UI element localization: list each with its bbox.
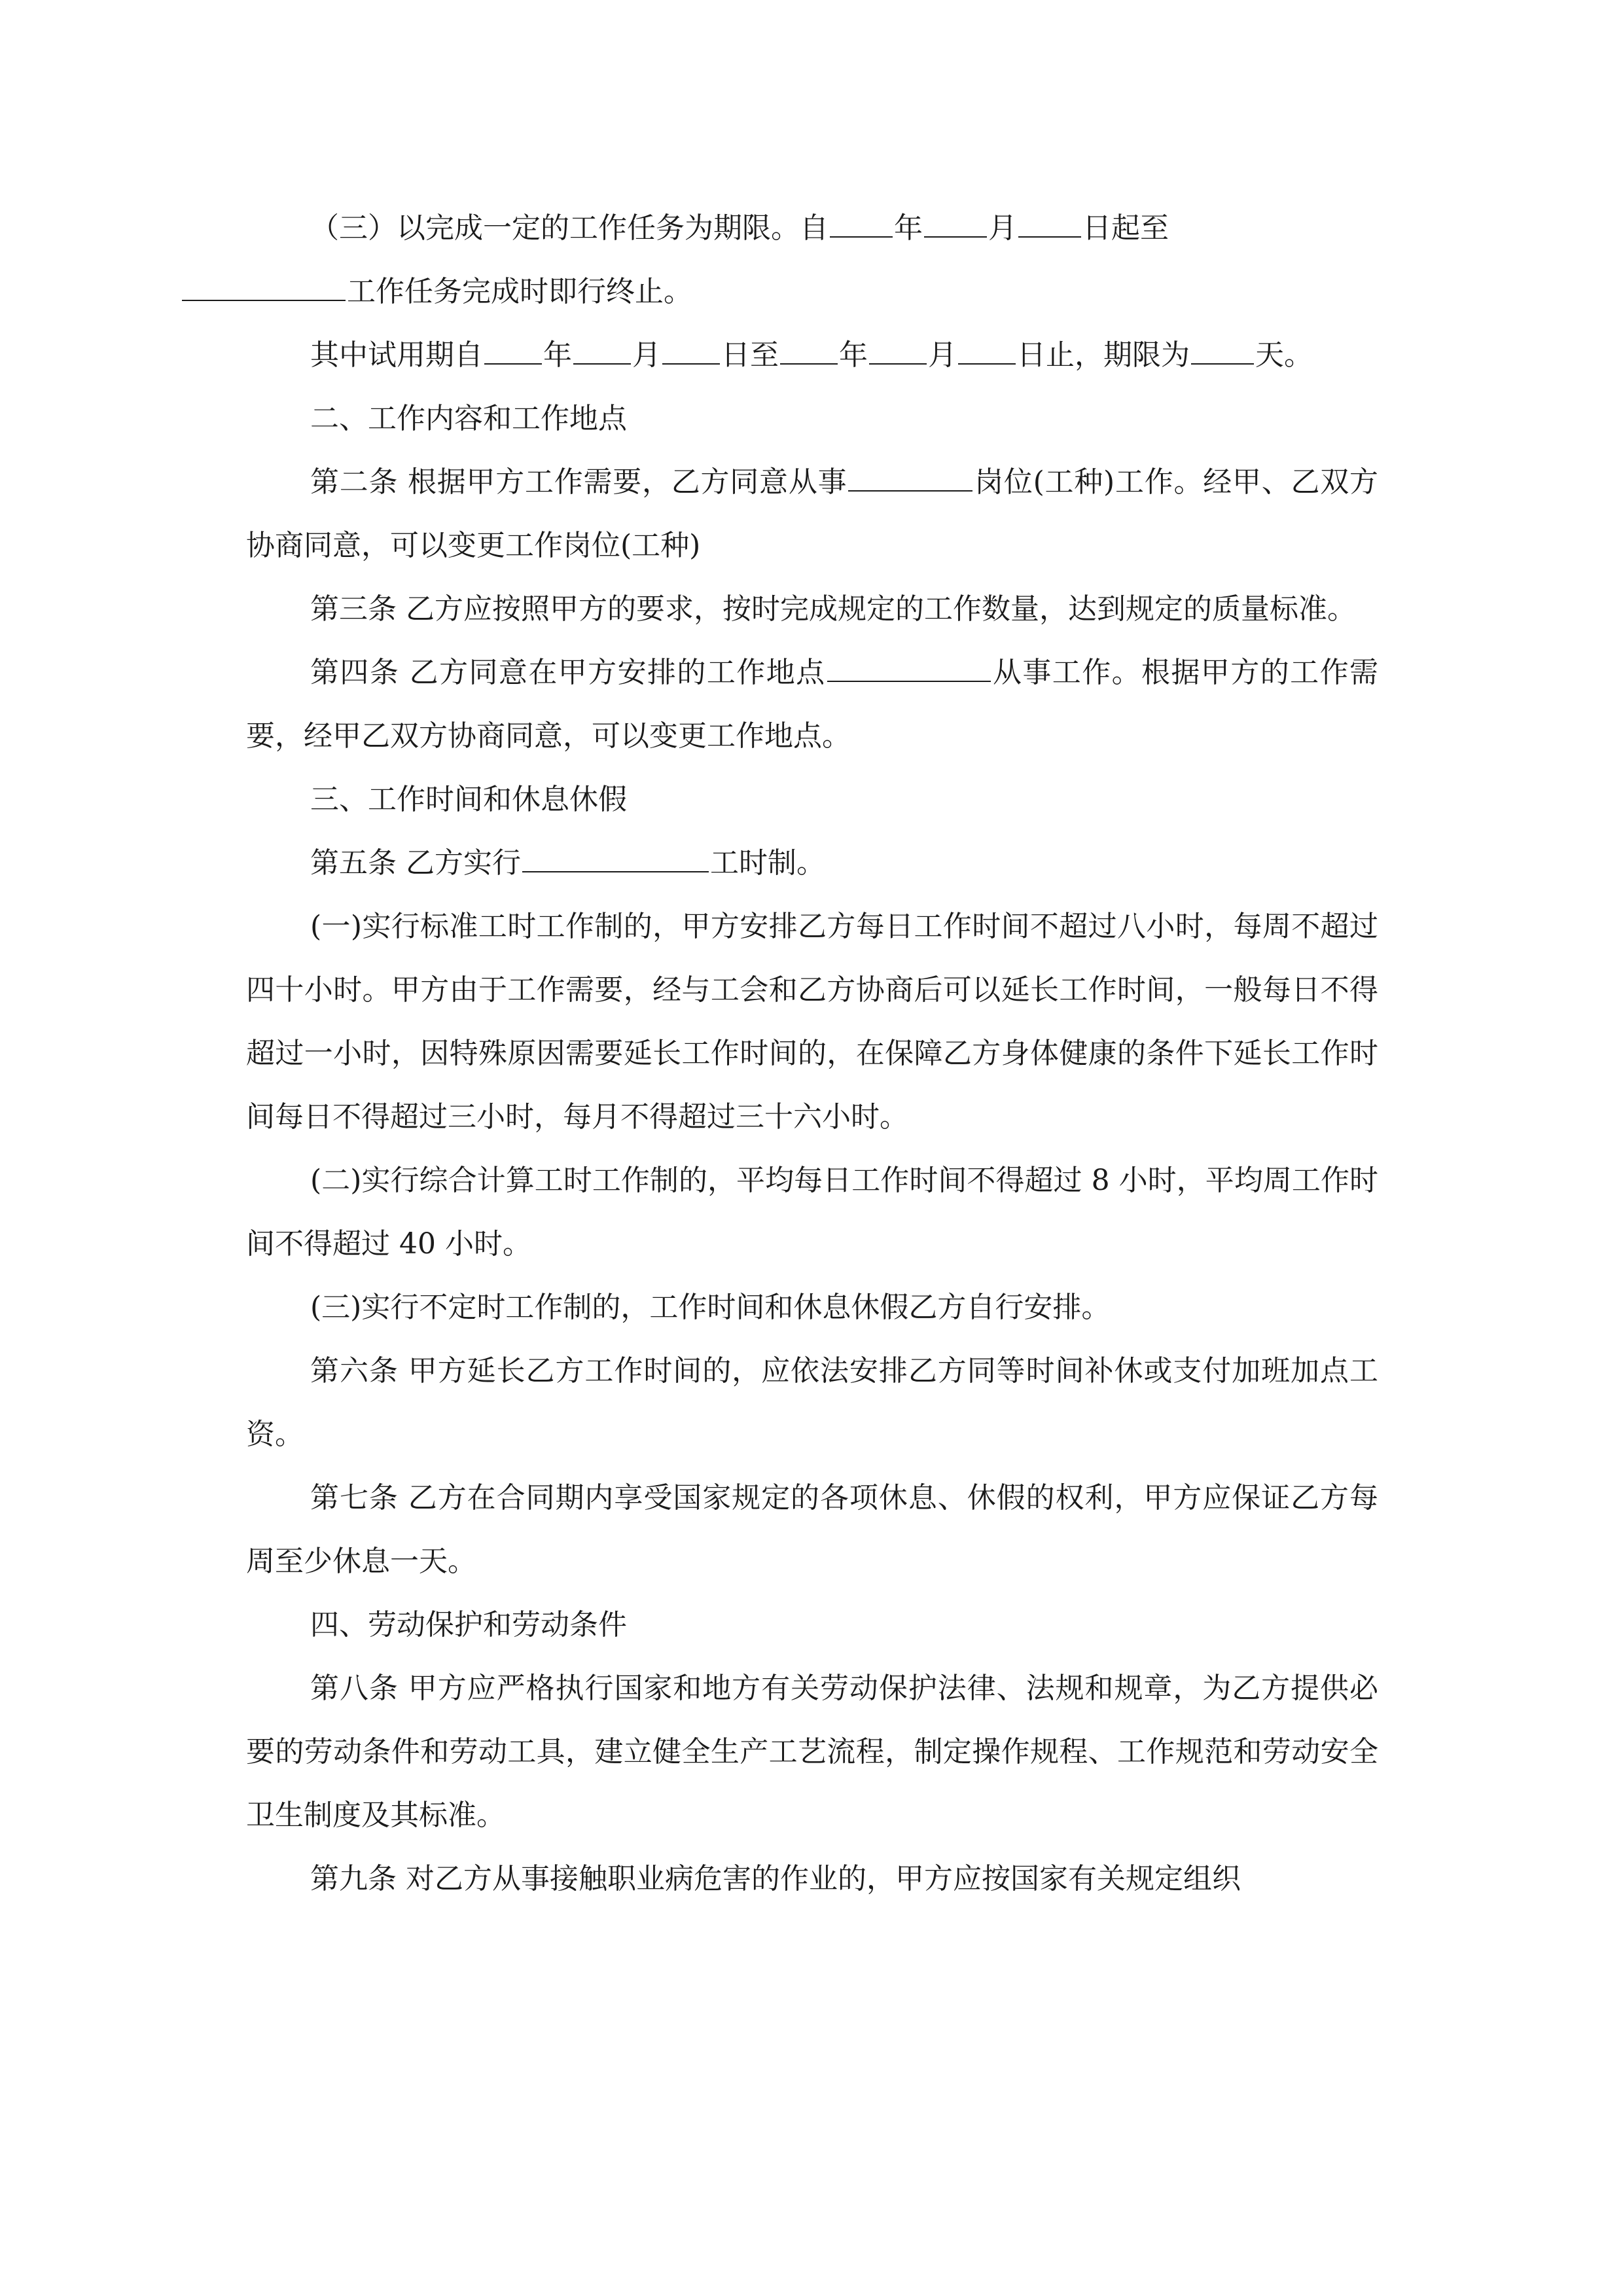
- article-8: 第八条 甲方应严格执行国家和地方有关劳动保护法律、法规和规章，为乙方提供必要的劳动条件和劳动工具，建立健全生产工艺流程，制定操作规程、工作规范和劳动安全卫生制度及其标准。: [246, 1672, 1378, 1832]
- article-6: 第六条 甲方延长乙方工作时间的，应依法安排乙方同等时间补休或支付加班加点工资。: [246, 1354, 1378, 1451]
- article-2-rest: 岗位(工种)工作。经甲、乙双方协商同意，可以变更工作岗位(工种): [246, 465, 1378, 562]
- document-body: [246, 196, 1378, 1910]
- article-5-item-3: (三)实行不定时工作制的，工作时间和休息休假乙方自行安排。: [310, 1291, 1111, 1324]
- blank-probation-end-month[interactable]: [869, 337, 927, 365]
- blank-task[interactable]: [182, 274, 346, 301]
- blank-month[interactable]: [924, 210, 987, 238]
- probation-end-year-label: 年: [839, 338, 868, 372]
- section-heading-2: 二、工作内容和工作地点: [310, 402, 627, 435]
- blank-day[interactable]: [1018, 210, 1081, 238]
- probation-period-label: 日止，期限为: [1017, 338, 1190, 372]
- probation-text: 其中试用期自: [310, 338, 483, 372]
- article-5-text: 第五条 乙方实行: [310, 846, 521, 880]
- blank-work-location[interactable]: [827, 655, 991, 682]
- article-4-rest: 从事工作。根据甲方的工作需要，经甲乙双方协商同意，可以变更工作地点。: [246, 656, 1378, 753]
- paragraph-probation: [246, 323, 1378, 387]
- article-5-item-2: (二)实行综合计算工时工作制的，平均每日工作时间不得超过 8 小时，平均周工作时间不得超过 40 小时。: [246, 1164, 1378, 1261]
- blank-probation-end-year[interactable]: [780, 337, 838, 365]
- probation-to-label: 日至: [721, 338, 779, 372]
- article-3: 第三条 乙方应按照甲方的要求，按时完成规定的工作数量，达到规定的质量标准。: [310, 592, 1356, 626]
- term-task-end-text: 工作任务完成时即行终止。: [347, 275, 692, 308]
- article-5-item-1: (一)实行标准工时工作制的，甲方安排乙方每日工作时间不超过八小时，每周不超过四十小时。甲方由于工作需要，经与工会和乙方协商后可以延长工作时间，一般每日不得超过一小时，因特殊原因需要延长工作时间的，在保障乙方身体健康的条件下延长工作时间每日不得超过三小时，每月不得超过三十六小时。: [246, 910, 1378, 1134]
- article-2-text: 第二条 根据甲方工作需要，乙方同意从事: [310, 465, 847, 499]
- term-task-day-label: 日起至: [1082, 211, 1169, 245]
- probation-month-label: 月: [632, 338, 661, 372]
- probation-days-label: 天。: [1255, 338, 1313, 372]
- article-4-text: 第四条 乙方同意在甲方安排的工作地点: [310, 656, 826, 689]
- article-2: [246, 450, 1378, 577]
- term-task-year-label: 年: [894, 211, 923, 245]
- article-4: [246, 641, 1378, 768]
- article-7: 第七条 乙方在合同期内享受国家规定的各项休息、休假的权利，甲方应保证乙方每周至少休息一天。: [246, 1481, 1378, 1578]
- paragraph-term-task: [246, 196, 1378, 323]
- probation-end-month-label: 月: [928, 338, 957, 372]
- section-heading-4: 四、劳动保护和劳动条件: [310, 1608, 627, 1641]
- section-heading-3: 三、工作时间和休息休假: [310, 783, 627, 816]
- blank-year[interactable]: [830, 210, 893, 238]
- term-task-text: （三）以完成一定的工作任务为期限。自: [310, 211, 829, 245]
- blank-probation-start-day[interactable]: [662, 337, 720, 365]
- blank-work-hour-system[interactable]: [522, 845, 709, 872]
- term-task-month-label: 月: [988, 211, 1017, 245]
- blank-probation-end-day[interactable]: [958, 337, 1016, 365]
- article-9: 第九条 对乙方从事接触职业病危害的作业的，甲方应按国家有关规定组织: [310, 1862, 1241, 1895]
- blank-probation-start-month[interactable]: [573, 337, 631, 365]
- blank-probation-days[interactable]: [1191, 337, 1254, 365]
- article-5-rest: 工时制。: [710, 846, 825, 880]
- article-5: [246, 831, 1378, 895]
- blank-position[interactable]: [848, 464, 972, 492]
- probation-year-label: 年: [543, 338, 572, 372]
- blank-probation-start-year[interactable]: [484, 337, 542, 365]
